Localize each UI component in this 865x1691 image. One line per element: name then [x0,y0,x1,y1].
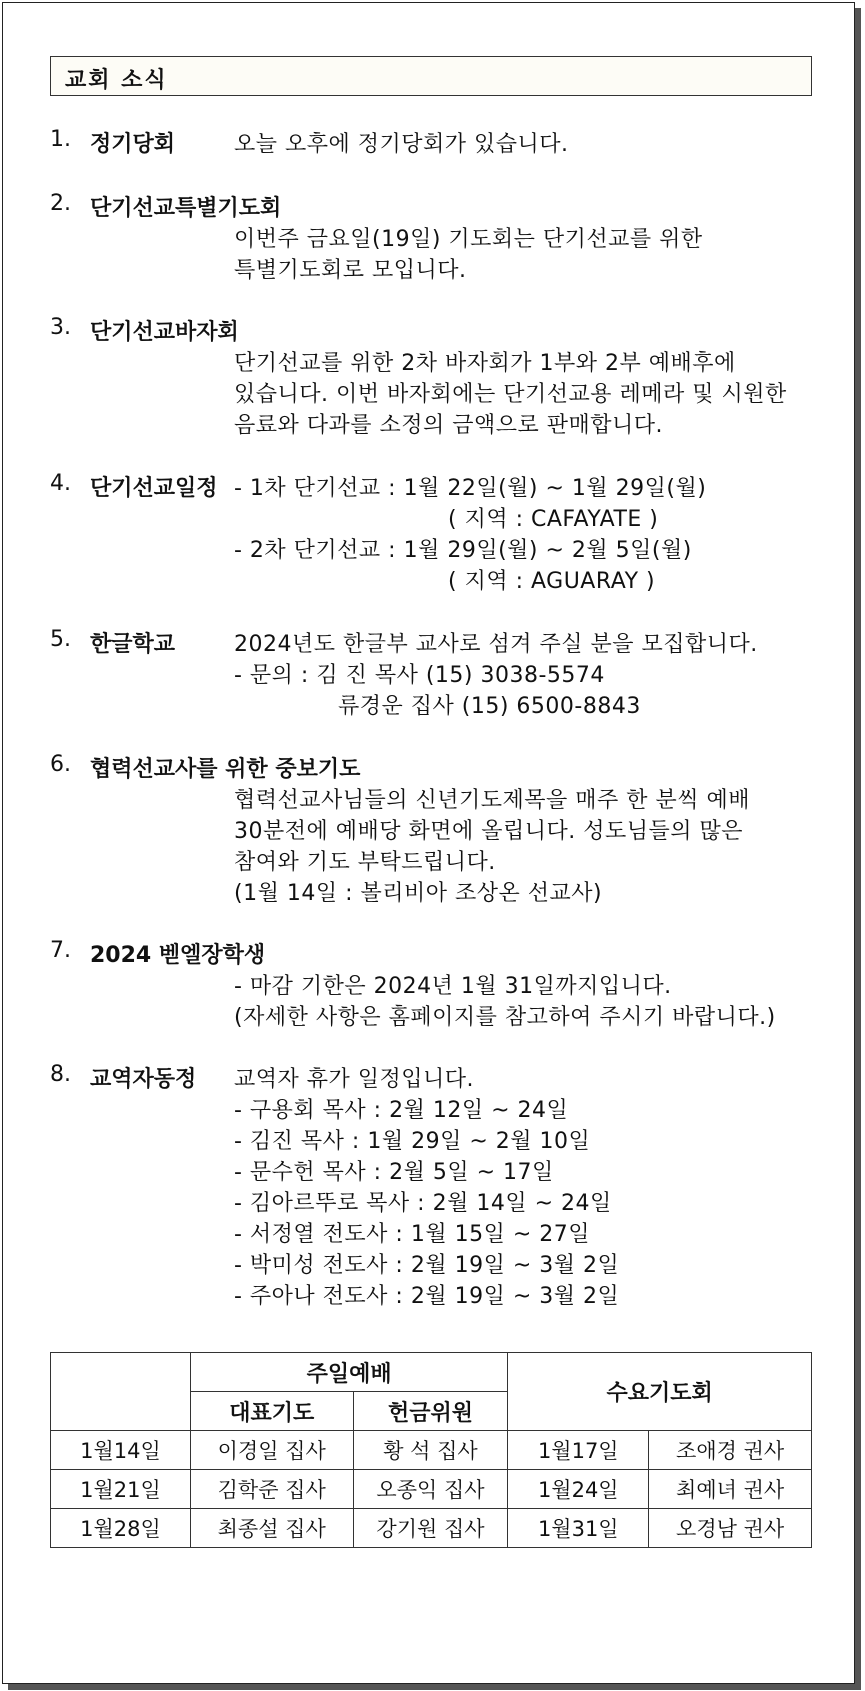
item-text: - 구용회 목사 : 2월 12일 ~ 24일 [234,1098,569,1123]
table-row [51,1431,812,1470]
item-number: 4. [50,471,71,496]
item-text: ( 지역 : AGUARAY ) [448,569,656,594]
item-title: 단기선교특별기도회 [90,196,282,221]
item-title: 한글학교 [90,632,176,657]
item-text: (1월 14일 : 볼리비아 조상온 선교사) [234,881,603,906]
item-text: 있습니다. 이번 바자회에는 단기선교용 레메라 및 시원한 [234,382,787,407]
wednesday-date-cell: 1월24일 [508,1470,649,1509]
item-text: (자세한 사항은 홈페이지를 참고하여 주시기 바랍니다.) [234,1005,776,1030]
item-text: - 김진 목사 : 1월 29일 ~ 2월 10일 [234,1129,591,1154]
item-text: 단기선교를 위한 2차 바자회가 1부와 2부 예배후에 [234,351,736,376]
item-text: 참여와 기도 부탁드립니다. [234,850,496,875]
item-number: 3. [50,315,71,340]
item-number: 2. [50,191,71,216]
sunday-worship-header: 주일예배 [190,1353,508,1392]
item-title: 단기선교일정 [90,476,218,501]
item-text: - 1차 단기선교 : 1월 22일(월) ~ 1월 29일(월) [234,476,707,501]
item-text: - 2차 단기선교 : 1월 29일(월) ~ 2월 5일(월) [234,538,692,563]
wednesday-leader-cell: 최예녀 권사 [649,1470,812,1509]
item-text: 특별기도회로 모입니다. [234,258,467,283]
item-number: 6. [50,752,71,777]
item-text: 음료와 다과를 소정의 금액으로 판매합니다. [234,413,664,438]
wednesday-prayer-header: 수요기도회 [508,1353,812,1431]
item-title: 단기선교바자회 [90,320,239,345]
table-row [51,1509,812,1548]
item-text: 30분전에 예배당 화면에 올립니다. 성도님들의 많은 [234,819,743,844]
prayer-leader-cell: 이경일 집사 [190,1431,353,1470]
item-text: 협력선교사님들의 신년기도제목을 매주 한 분씩 예배 [234,788,751,813]
item-title: 협력선교사를 위한 중보기도 [90,757,361,782]
sunday-date-cell: 1월21일 [51,1470,191,1509]
offering-member-cell: 강기원 집사 [353,1509,508,1548]
item-text: 류경운 집사 (15) 6500-8843 [338,694,641,719]
item-text: - 서정열 전도사 : 1월 15일 ~ 27일 [234,1222,590,1247]
wednesday-leader-cell: 오경남 권사 [649,1509,812,1548]
item-text: 오늘 오후에 정기당회가 있습니다. [234,132,569,157]
item-text: - 김아르뚜로 목사 : 2월 14일 ~ 24일 [234,1191,612,1216]
item-text: - 박미성 전도사 : 2월 19일 ~ 3월 2일 [234,1253,620,1278]
item-title: 정기당회 [90,132,176,157]
wednesday-date-cell: 1월17일 [508,1431,649,1470]
item-text: 교역자 휴가 일정입니다. [234,1067,475,1092]
item-title: 교역자동정 [90,1067,197,1092]
sunday-date-cell: 1월14일 [51,1431,191,1470]
wednesday-date-cell: 1월31일 [508,1509,649,1548]
item-number: 1. [50,127,71,152]
item-text: - 문수헌 목사 : 2월 5일 ~ 17일 [234,1160,554,1185]
offering-member-cell: 황 석 집사 [353,1431,508,1470]
section-title: 교회 소식 [65,68,168,93]
table-corner-cell [51,1353,191,1431]
item-number: 8. [50,1062,71,1087]
item-number: 5. [50,627,71,652]
table-row [51,1470,812,1509]
item-text: ( 지역 : CAFAYATE ) [448,507,659,532]
item-text: - 문의 : 김 진 목사 (15) 3038-5574 [234,663,605,688]
duty-schedule-table [50,1352,812,1548]
offering-committee-header: 헌금위원 [353,1392,508,1431]
wednesday-leader-cell: 조애경 권사 [649,1431,812,1470]
sunday-date-cell: 1월28일 [51,1509,191,1548]
item-number: 7. [50,938,71,963]
section-header [50,56,812,96]
representative-prayer-header: 대표기도 [190,1392,353,1431]
item-text: - 주아나 전도사 : 2월 19일 ~ 3월 2일 [234,1284,620,1309]
prayer-leader-cell: 최종설 집사 [190,1509,353,1548]
item-text: - 마감 기한은 2024년 1월 31일까지입니다. [234,974,672,999]
item-title: 2024 벧엘장학생 [90,943,266,968]
prayer-leader-cell: 김학준 집사 [190,1470,353,1509]
offering-member-cell: 오종익 집사 [353,1470,508,1509]
item-text: 2024년도 한글부 교사로 섬겨 주실 분을 모집합니다. [234,632,758,657]
table-header-row [51,1353,812,1392]
item-text: 이번주 금요일(19일) 기도회는 단기선교를 위한 [234,227,703,252]
